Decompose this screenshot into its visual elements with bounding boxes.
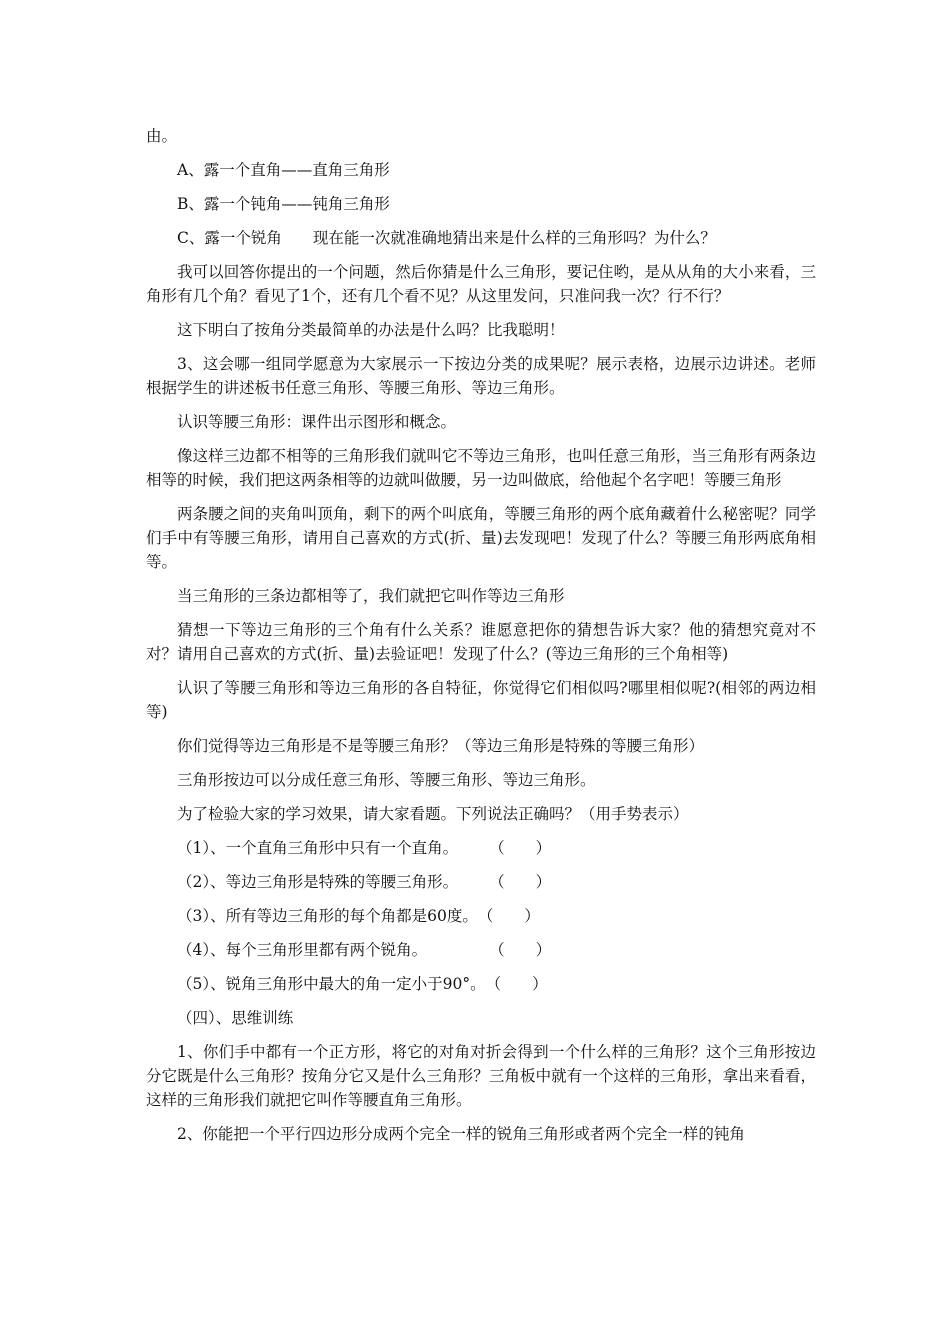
paragraph-side-classification: 3、这会哪一组同学愿意为大家展示一下按边分类的成果呢？展示表格，边展示边讲述。老师根据学生的讲述板书任意三角形、等腰三角形、等边三角形。 (146, 355, 816, 397)
paragraph-equilateral-definition: 当三角形的三条边都相等了，我们就把它叫作等边三角形 (177, 587, 565, 605)
paragraph-exercise-intro: 为了检验大家的学习效果，请大家看题。下列说法正确吗？（用手势表示） (177, 805, 689, 823)
paragraph-special-case: 你们觉得等边三角形是不是等腰三角形？（等边三角形是特殊的等腰三角形） (177, 737, 705, 755)
paragraph-summary: 三角形按边可以分成任意三角形、等腰三角形、等边三角形。 (177, 771, 596, 789)
document-body (146, 124, 816, 1156)
exercise-item-3: （3）、所有等边三角形的每个角都是60度。 （ ） (177, 907, 540, 925)
paragraph-isosceles-definition: 像这样三边都不相等的三角形我们就叫它不等边三角形，也叫任意三角形，当三角形有两条边相等的时候，我们把这两条相等的边就叫做腰，另一边叫做底，给他起个名字吧！等腰三角形 (146, 447, 816, 489)
paragraph-option-c: C、露一个锐角 现在能一次就准确地猜出来是什么样的三角形吗？为什么？ (177, 229, 716, 247)
paragraph-guess-question: 我可以回答你提出的一个问题，然后你猜是什么三角形，要记住哟，是从从角的大小来看，三角形有几个角？看见了1个，还有几个看不见？从这里发问，只准问我一次？行不行？ (146, 263, 816, 305)
paragraph-angle-classification: 这下明白了按角分类最简单的办法是什么吗？比我聪明！ (177, 321, 565, 339)
section-heading-thinking-training: （四）、思维训练 (177, 1009, 294, 1027)
paragraph-similarity: 认识了等腰三角形和等边三角形的各自特征，你觉得它们相似吗?哪里相似呢?(相邻的两边相等) (146, 679, 816, 721)
exercise-item-2: （2）、等边三角形是特殊的等腰三角形。 （ ） (177, 873, 552, 891)
paragraph-base-angles: 两条腰之间的夹角叫顶角，剩下的两个叫底角，等腰三角形的两个底角藏着什么秘密呢？同学们手中有等腰三角形，请用自己喜欢的方式(折、量)去发现吧！发现了什么？等腰三角形两底角相等。 (146, 505, 816, 571)
paragraph-option-b: B、露一个钝角——钝角三角形 (177, 195, 390, 213)
paragraph-training-1: 1、你们手中都有一个正方形，将它的对角对折会得到一个什么样的三角形？这个三角形按边分它既是什么三角形？按角分它又是什么三角形？三角板中就有一个这样的三角形，拿出来看看，这样的三角形我们就把它叫作等腰直角三角形。 (146, 1043, 816, 1109)
paragraph-continuation: 由。 (146, 127, 178, 145)
exercise-item-1: （1）、一个直角三角形中只有一个直角。 （ ） (177, 839, 552, 857)
exercise-item-4: （4）、每个三角形里都有两个锐角。 （ ） (177, 941, 552, 959)
paragraph-isosceles-intro: 认识等腰三角形：课件出示图形和概念。 (177, 413, 457, 431)
paragraph-equilateral-angles: 猜想一下等边三角形的三个角有什么关系？谁愿意把你的猜想告诉大家？他的猜想究竟对不对？请用自己喜欢的方式(折、量)去验证吧！发现了什么？(等边三角形的三个角相等) (146, 621, 816, 663)
exercise-item-5: （5）、锐角三角形中最大的角一定小于90°。 （ ） (177, 975, 548, 993)
paragraph-training-2: 2、你能把一个平行四边形分成两个完全一样的锐角三角形或者两个完全一样的钝角 (177, 1125, 745, 1143)
paragraph-option-a: A、露一个直角——直角三角形 (177, 161, 390, 179)
